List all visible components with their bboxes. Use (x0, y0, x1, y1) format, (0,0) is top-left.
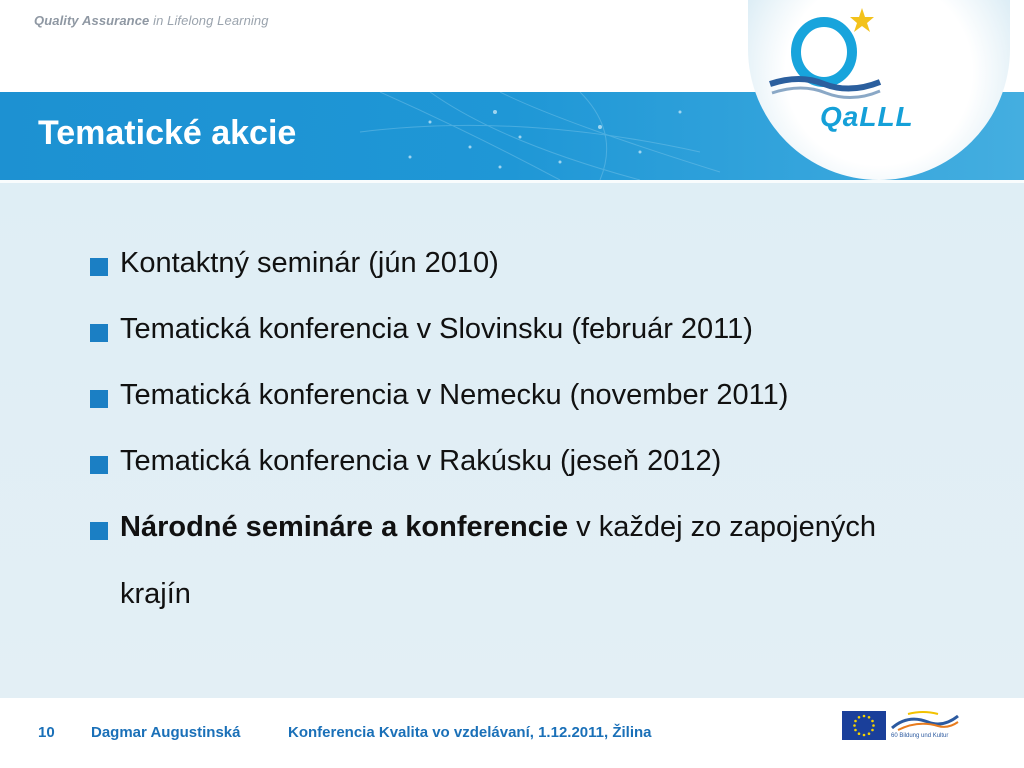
bullet-square (90, 258, 108, 276)
bullet-list (90, 246, 950, 660)
bullet-item (90, 312, 950, 346)
eu-flag-icon (842, 711, 886, 740)
bullet-text: Tematická konferencia v Rakúsku (jeseň 2012) (120, 445, 722, 477)
bullet-item (90, 246, 950, 280)
qalll-logo-icon (0, 0, 1024, 180)
llp-logo-text: 60 Bildung und Kultur (891, 733, 949, 739)
bullet-bold-text: Národné semináre a konferencie (120, 511, 569, 543)
bullet-text: Tematická konferencia v Slovinsku (február 2011) (120, 313, 753, 345)
tagline-rest: in Lifelong Learning (149, 13, 269, 28)
bullet-text: Kontaktný seminár (jún 2010) (120, 247, 499, 279)
bullet-item (90, 378, 950, 412)
bullet-square (90, 522, 108, 540)
bullet-square (90, 456, 108, 474)
tagline-bold: Quality Assurance (34, 13, 150, 28)
slide-title: Tematické akcie (38, 114, 297, 152)
star-icon (850, 8, 874, 32)
bullet-text: Tematická konferencia v Nemecku (november 2011) (120, 379, 789, 411)
bullet-square (90, 390, 108, 408)
page-number: 10 (38, 724, 55, 741)
bullet-square (90, 324, 108, 342)
bullet-item (90, 494, 950, 628)
footer-author: Dagmar Augustinská (91, 724, 241, 741)
logo-text: QaLLL (820, 101, 914, 132)
bullet-text: v každej zo zapojených krajín (120, 511, 876, 610)
footer-conference: Konferencia Kvalita vo vzdelávaní, 1.12.2011, Žilina (288, 724, 652, 741)
banner-divider (0, 180, 1024, 183)
bullet-item (90, 444, 950, 478)
